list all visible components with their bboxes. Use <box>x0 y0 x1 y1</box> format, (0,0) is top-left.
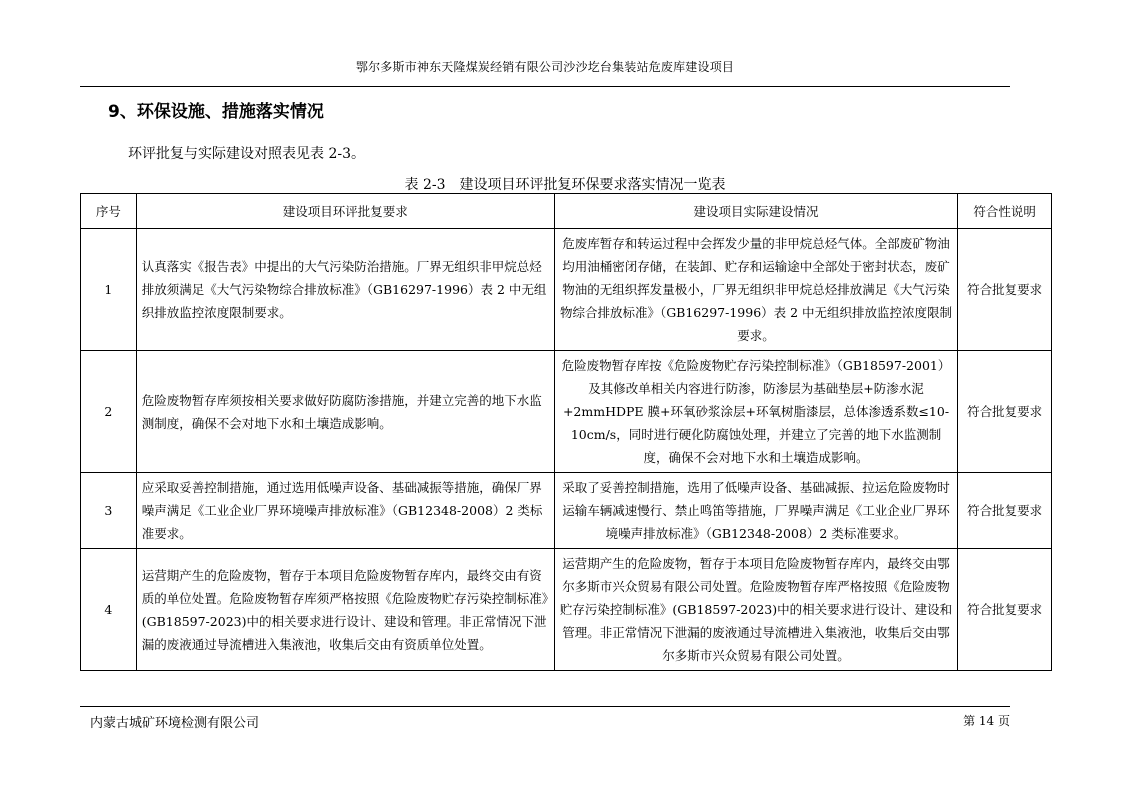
table-caption: 表 2-3 建设项目环评批复环保要求落实情况一览表 <box>404 177 726 193</box>
header-divider <box>80 86 1010 87</box>
footer-company: 内蒙古城矿环境检测有限公司 <box>90 716 260 731</box>
header-actual: 建设项目实际建设情况 <box>554 194 957 229</box>
header-no: 序号 <box>81 194 137 229</box>
row-number: 4 <box>81 549 137 671</box>
row-requirement: 危险废物暂存库须按相关要求做好防腐防渗措施，并建立完善的地下水监测制度，确保不会对地下水和土壤造成影响。 <box>136 351 554 473</box>
row-number: 1 <box>81 229 137 351</box>
header-requirement: 建设项目环评批复要求 <box>136 194 554 229</box>
page-number: 第 14 页 <box>963 714 1010 728</box>
row-actual: 危废库暂存和转运过程中会挥发少量的非甲烷总烃气体。全部废矿物油均用油桶密闭存储，在装卸、贮存和运输途中全部处于密封状态，废矿物油的无组织挥发量极小，厂界无组织非甲烷总烃排放满足《大气污染物综合排放标准》（GB16297-1996）表 2 中无组织排放监控浓度限制要求。 <box>554 229 957 351</box>
table-row <box>81 473 1052 549</box>
page-header-title: 鄂尔多斯市神东天隆煤炭经销有限公司沙沙圪台集装站危废库建设项目 <box>355 60 735 74</box>
row-conformity: 符合批复要求 <box>958 549 1052 671</box>
row-requirement: 认真落实《报告表》中提出的大气污染防治措施。厂界无组织非甲烷总烃排放须满足《大气污染物综合排放标准》（GB16297-1996）表 2 中无组织排放监控浓度限制要求。 <box>136 229 554 351</box>
table-row <box>81 229 1052 351</box>
footer-divider <box>80 706 1010 707</box>
header-conformity: 符合性说明 <box>958 194 1052 229</box>
row-actual: 危险废物暂存库按《危险废物贮存污染控制标准》（GB18597-2001）及其修改单相关内容进行防渗，防渗层为基础垫层+防渗水泥+2mmHDPE 膜+环氧砂浆涂层+环氧树脂漆层，总体渗透系数≤10-10cm/s，同时进行硬化防腐蚀处理，并建立了完善的地下水监测制度，确保不会对地下水和土壤造成影响。 <box>554 351 957 473</box>
row-conformity: 符合批复要求 <box>958 473 1052 549</box>
row-conformity: 符合批复要求 <box>958 351 1052 473</box>
row-requirement: 运营期产生的危险废物，暂存于本项目危险废物暂存库内，最终交由有资质的单位处置。危险废物暂存库须严格按照《危险废物贮存污染控制标准》(GB18597-2023)中的相关要求进行设计、建设和管理。非正常情况下泄漏的废液通过导流槽进入集液池，收集后交由有资质单位处置。 <box>136 549 554 671</box>
row-conformity: 符合批复要求 <box>958 229 1052 351</box>
row-number: 3 <box>81 473 137 549</box>
row-actual: 采取了妥善控制措施，选用了低噪声设备、基础减振、拉运危险废物时运输车辆减速慢行、禁止鸣笛等措施，厂界噪声满足《工业企业厂界环境噪声排放标准》（GB12348-2008）2 类标准要求。 <box>554 473 957 549</box>
table-header-row <box>81 194 1052 229</box>
row-requirement: 应采取妥善控制措施，通过选用低噪声设备、基础减振等措施，确保厂界噪声满足《工业企业厂界环境噪声排放标准》（GB12348-2008）2 类标准要求。 <box>136 473 554 549</box>
row-number: 2 <box>81 351 137 473</box>
intro-paragraph: 环评批复与实际建设对照表见表 2-3。 <box>128 146 365 162</box>
table-row <box>81 549 1052 671</box>
section-heading: 9、环保设施、措施落实情况 <box>108 102 324 122</box>
row-actual: 运营期产生的危险废物，暂存于本项目危险废物暂存库内，最终交由鄂尔多斯市兴众贸易有限公司处置。危险废物暂存库严格按照《危险废物贮存污染控制标准》(GB18597-2023)中的相关要求进行设计、建设和管理。非正常情况下泄漏的废液通过导流槽进入集液池，收集后交由鄂尔多斯市兴众贸易有限公司处置。 <box>554 549 957 671</box>
table-row <box>81 351 1052 473</box>
comparison-table <box>80 193 1052 671</box>
